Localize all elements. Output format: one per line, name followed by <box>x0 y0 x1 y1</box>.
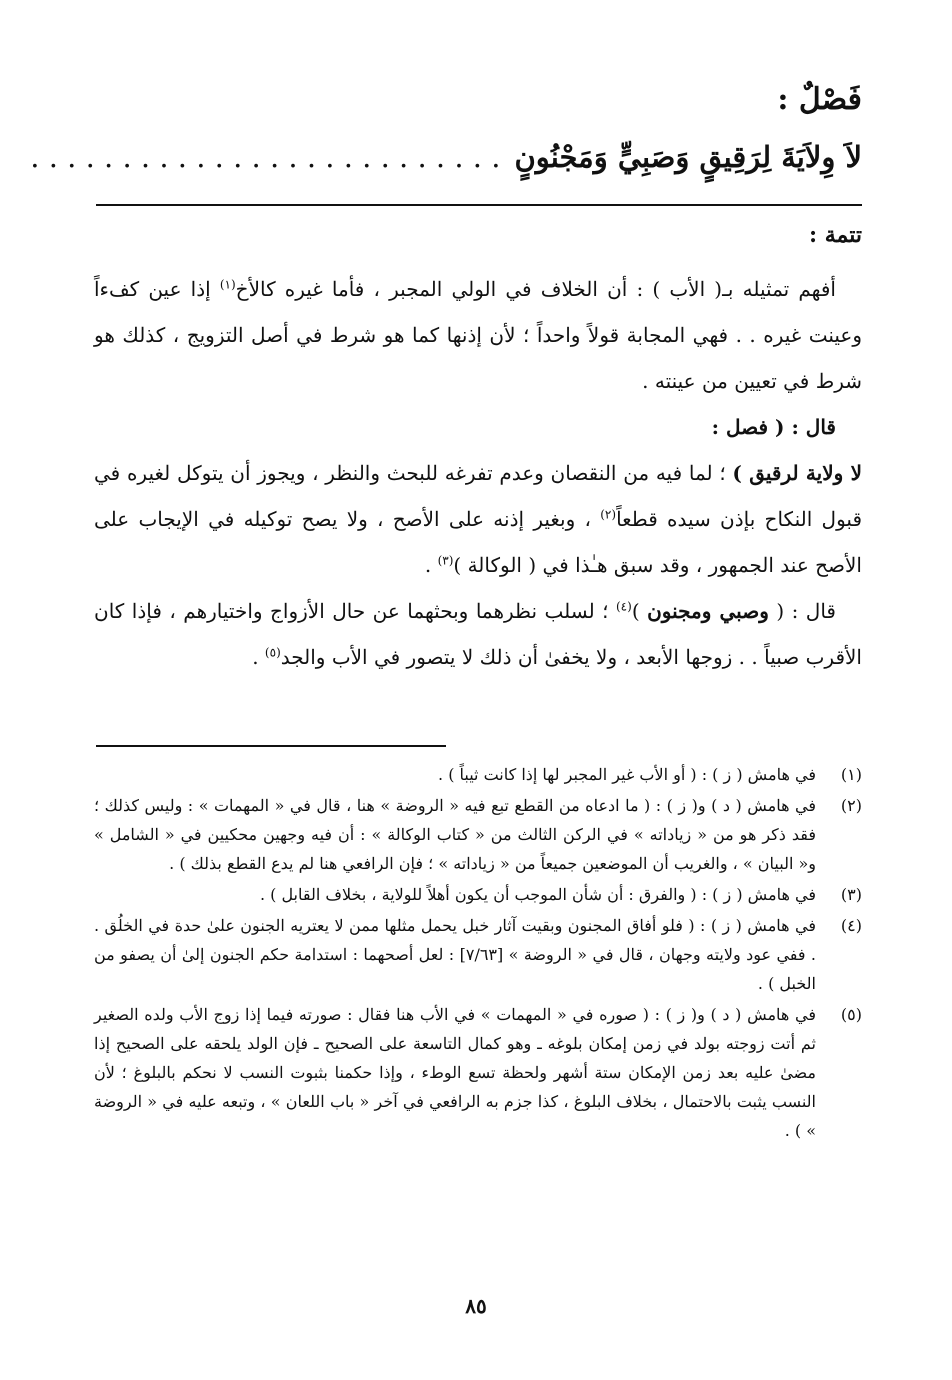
page-number: ٨٥ <box>465 1294 487 1318</box>
footnote-number: (١) <box>840 765 862 784</box>
footnote-number: (٥) <box>840 1005 862 1024</box>
paragraph-4-text-b: ) <box>631 599 648 623</box>
header-divider <box>96 204 862 206</box>
paragraph-4 <box>94 588 862 680</box>
footnote-number: (٢) <box>840 796 862 815</box>
footnote-text: في هامش ( د ) و( ز ) : ( ما ادعاه من القطع تبع فيه « الروضة » هنا ، قال في « المهمات » : وليس كذلك ؛ فقد ذكر هو من « زياداته » في الركن الثالث من « كتاب الوكالة » : أن فيه وجهين محكيين في « الشامل » و« البيان » ، والغريب أن الموضعين جميعاً من « زياداته » ؛ فإن الرافعي هنا لم يدع القطع بذلك ) . <box>94 796 816 873</box>
paragraph-3-text-b: ، وبغير إذنه على الأصح ، ولا يصح توكيله في الإيجاب على الأصح عند الجمهور ، وقد سبق هـٰذا في ( الوكالة ) <box>94 507 862 577</box>
paragraph-3-text-a: ؛ لما فيه من النقصان وعدم تفرغه للبحث والنظر ، ويجوز أن يتوكل لغيره في قبول النكاح بإذن سيده قطعاً <box>94 461 862 531</box>
paragraph-2 <box>94 404 862 450</box>
paragraph-1 <box>94 266 862 404</box>
footnote <box>94 1000 862 1145</box>
paragraph-4-text-a: قال : ( <box>768 599 836 623</box>
footnote-number: (٣) <box>840 885 862 904</box>
footnote-ref-3: (٣) <box>437 553 454 568</box>
footnote <box>94 760 862 789</box>
footnote-ref-5: (٥) <box>264 645 281 660</box>
paragraph-4-bold: وصبي ومجنون <box>647 599 769 623</box>
footnote-text: في هامش ( ز ) : ( أو الأب غير المجبر لها إذا كانت ثيباً ) . <box>438 765 816 784</box>
section-title: تتمة : <box>808 222 862 248</box>
paragraph-4-text-d: . <box>252 645 265 669</box>
paragraph-3 <box>94 450 862 588</box>
matn-line <box>30 140 862 174</box>
footnotes <box>94 760 862 1147</box>
paragraph-3-text-c: . <box>424 553 438 577</box>
footnote-ref-4: (٤) <box>615 599 632 614</box>
footnote-divider <box>96 745 446 747</box>
paragraph-1-text-b: إذا عين كفءاً وعينت غيره . . فهي المجابة قولاً واحداً ؛ لأن إذنها كما هو شرط في أصل التزويج ، كذلك هو شرط في تعيين من عينته . <box>94 277 862 393</box>
commentary-body <box>94 266 862 680</box>
paragraph-1-text-a: أفهم تمثيله بـ( الأب ) : أن الخلاف في الولي المجبر ، فأما غيره كالأخ <box>235 277 836 301</box>
footnote-text: في هامش ( ز ) : ( والفرق : أن شأن الموجب أن يكون أهلاً للولاية ، بخلاف القابل ) . <box>259 885 816 904</box>
paragraph-3-bold: لا ولاية لرقيق ) <box>732 461 863 485</box>
chapter-heading: فَصْلٌ : <box>777 82 862 117</box>
footnote <box>94 880 862 909</box>
footnote-ref-1: (١) <box>219 277 236 292</box>
footnote <box>94 791 862 878</box>
footnote <box>94 911 862 998</box>
paragraph-2-text: قال : ( فصل : <box>711 415 836 439</box>
footnote-text: في هامش ( ز ) : ( فلو أفاق المجنون وبقيت آثار خبل يحمل مثلها ممن لا يعتريه الجنون علىٰ حدة في الخلُق . . ففي عود ولايته وجهان ، قال في « الروضة » [٧/٦٣] : لعل أصحهما : استدامة حكم الجنون إلىٰ أن يصفو من الخبل ) . <box>94 916 817 993</box>
matn-text: لاَ وِلاَيَةَ لِرَقِيقٍ وَصَبِيٍّ وَمَجْنُونٍ <box>514 140 862 174</box>
footnote-text: في هامش ( د ) و( ز ) : ( صوره في « المهمات » في الأب هنا فقال : صورته فيما إذا زوج الأب ولده الصغير ثم أتت زوجته بولد في زمن إمكان بلوغه ـ وهو كمال التاسعة على الصحيح ـ فإن الولد يلحقه على الصحيح إذا مضىٰ عليه بعد زمن الإمكان ستة أشهر ولحظة تسع الوطء ، وإذا حكمنا بثبوت النسب لا نحكم بالبلوغ ؛ لأن النسب يثبت بالاحتمال ، بخلاف البلوغ ، كذا جزم به الرافعي في آخر « باب اللعان » ، وتبعه عليه في « الروضة » ) . <box>94 1005 817 1140</box>
leader-dots: . . . . . . . . . . . . . . . . . . . . . . . . . . <box>30 140 501 174</box>
footnote-number: (٤) <box>840 916 862 935</box>
footnote-ref-2: (٢) <box>600 507 617 522</box>
paragraph-4-text-c: ؛ لسلب نظرهما وبحثهما عن حال الأزواج واختيارهم ، فإذا كان الأقرب صبياً . . زوجها الأبعد ، ولا يخفىٰ أن ذلك لا يتصور في الأب والجد <box>94 599 862 669</box>
